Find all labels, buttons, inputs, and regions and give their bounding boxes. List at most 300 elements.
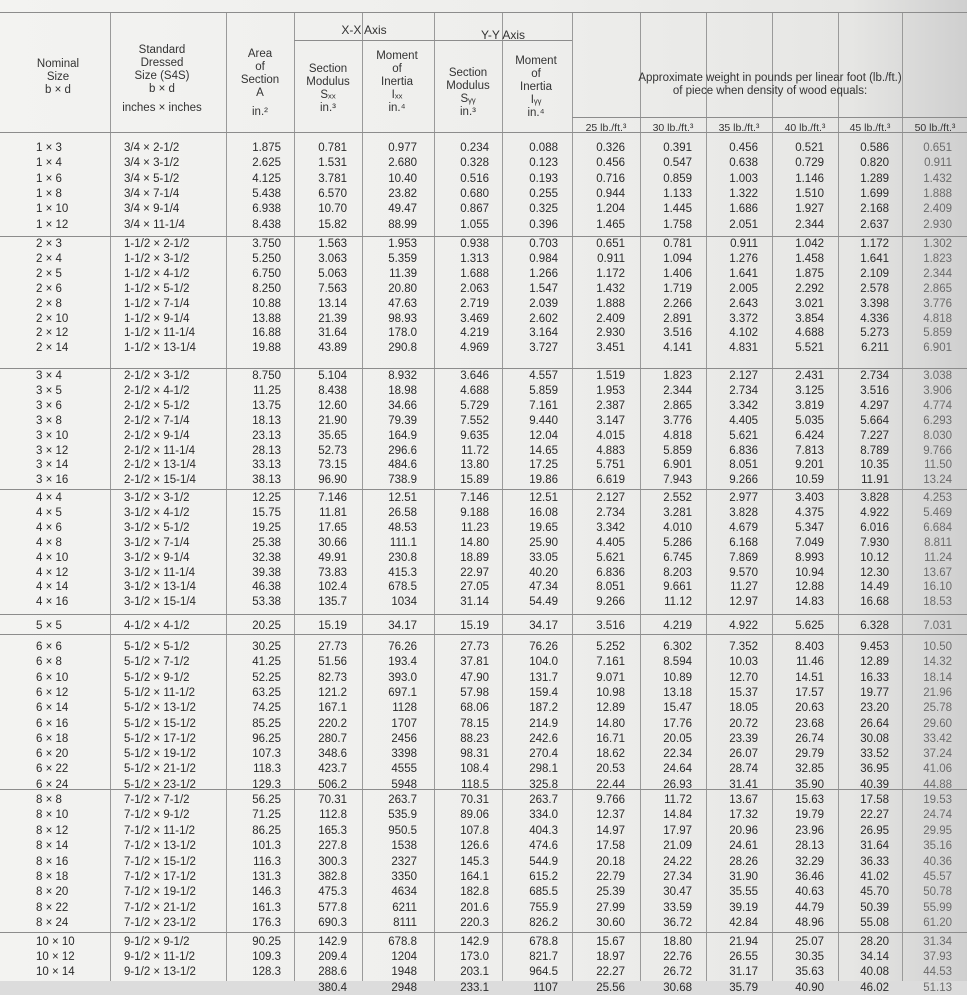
cell-w30: 30.68 bbox=[663, 981, 692, 994]
cell-area: 116.3 bbox=[253, 855, 281, 868]
cell-nominal-size: 3 × 6 bbox=[36, 399, 62, 412]
cell-w30: 2.891 bbox=[663, 312, 692, 325]
cell-w25: 14.80 bbox=[596, 717, 625, 730]
cell-w45: 3.516 bbox=[860, 384, 889, 397]
cell-dressed-size: 3/4 × 5-1/2 bbox=[124, 172, 180, 185]
cell-w25: 2.409 bbox=[596, 312, 625, 325]
cell-w45: 28.20 bbox=[860, 936, 889, 948]
cell-sxx: 3.781 bbox=[318, 172, 347, 185]
cell-iyy: 14.65 bbox=[529, 444, 558, 457]
cell-iyy: 263.7 bbox=[529, 794, 558, 806]
cell-w40: 5.035 bbox=[795, 414, 824, 427]
cell-w45: 36.33 bbox=[860, 855, 889, 868]
cell-area: 8.438 bbox=[252, 218, 281, 231]
cell-w35: 3.372 bbox=[729, 312, 758, 325]
cell-w35: 15.37 bbox=[729, 686, 758, 699]
cell-iyy: 0.325 bbox=[529, 203, 558, 216]
cell-w45: 3.828 bbox=[860, 492, 889, 504]
cell-syy: 15.89 bbox=[460, 474, 489, 487]
cell-nominal-size: 6 × 16 bbox=[36, 717, 69, 730]
cell-iyy: 615.2 bbox=[529, 871, 558, 883]
cell-w25: 3.451 bbox=[596, 342, 625, 355]
cell-syy: 78.15 bbox=[460, 717, 489, 730]
cell-dressed-size: 3-1/2 × 4-1/2 bbox=[124, 506, 190, 519]
cell-ixx: 47.63 bbox=[388, 297, 417, 310]
cell-w40: 1.875 bbox=[795, 267, 824, 280]
cell-sxx: 167.1 bbox=[318, 702, 347, 715]
cell-iyy: 964.5 bbox=[529, 966, 558, 979]
cell-area: 33.13 bbox=[252, 459, 281, 472]
cell-dressed-size: 3-1/2 × 7-1/4 bbox=[124, 536, 190, 549]
header-sxx: Section Modulus Sₓₓ in.³ bbox=[306, 63, 350, 114]
cell-w45: 17.58 bbox=[860, 794, 889, 806]
cell-sxx: 43.89 bbox=[318, 342, 347, 355]
cell-ixx: 79.39 bbox=[388, 414, 417, 427]
cell-area: 46.38 bbox=[252, 581, 281, 594]
cell-w30: 21.09 bbox=[663, 840, 692, 853]
cell-ixx: 8111 bbox=[393, 917, 417, 930]
cell-w40: 19.79 bbox=[795, 809, 824, 822]
cell-w50: 50.78 bbox=[923, 886, 952, 899]
cell-w25: 22.27 bbox=[596, 966, 625, 979]
cell-w25: 6.619 bbox=[596, 474, 625, 487]
cell-area: 56.25 bbox=[252, 794, 281, 806]
cell-ixx: 738.9 bbox=[388, 474, 417, 487]
cell-w35: 1.686 bbox=[729, 203, 758, 216]
grid-hline bbox=[0, 236, 967, 237]
cell-iyy: 104.0 bbox=[529, 656, 558, 669]
cell-w30: 6.302 bbox=[663, 641, 692, 653]
cell-sxx: 70.31 bbox=[318, 794, 347, 806]
header-xx-axis: X-X Axis bbox=[341, 23, 387, 37]
cell-iyy: 755.9 bbox=[529, 901, 558, 914]
cell-nominal-size: 4 × 6 bbox=[36, 521, 62, 534]
cell-ixx: 6211 bbox=[392, 901, 417, 914]
cell-area: 90.25 bbox=[252, 936, 281, 948]
cell-w45: 0.586 bbox=[860, 142, 889, 154]
cell-w45: 4.336 bbox=[860, 312, 889, 325]
cell-area: 20.25 bbox=[252, 620, 281, 632]
cell-syy: 173.0 bbox=[460, 951, 489, 964]
cell-ixx: 0.977 bbox=[388, 142, 417, 154]
cell-sxx: 348.6 bbox=[318, 748, 347, 761]
cell-syy: 98.31 bbox=[460, 748, 489, 761]
header-weight-title: Approximate weight in pounds per linear foot (lb./ft.) of piece when density of wood equals: bbox=[638, 72, 902, 97]
cell-sxx: 227.8 bbox=[318, 840, 347, 853]
cell-w35: 7.352 bbox=[729, 641, 758, 653]
cell-nominal-size: 1 × 3 bbox=[36, 142, 62, 154]
cell-w30: 0.781 bbox=[663, 238, 692, 250]
cell-ixx: 290.8 bbox=[388, 342, 417, 355]
density-header: 30 lb./ft.³ bbox=[652, 122, 694, 134]
cell-iyy: 34.17 bbox=[529, 620, 558, 632]
cell-area: 3.750 bbox=[252, 238, 281, 250]
cell-dressed-size: 3/4 × 2-1/2 bbox=[124, 142, 180, 154]
density-header: 35 lb./ft.³ bbox=[718, 122, 760, 134]
cell-nominal-size: 8 × 22 bbox=[36, 901, 69, 914]
cell-syy: 0.680 bbox=[460, 187, 489, 200]
cell-sxx: 5.063 bbox=[318, 267, 347, 280]
cell-sxx: 15.19 bbox=[318, 620, 347, 632]
cell-nominal-size: 1 × 12 bbox=[36, 218, 69, 231]
cell-ixx: 1948 bbox=[391, 966, 417, 979]
cell-dressed-size: 5-1/2 × 19-1/2 bbox=[124, 748, 196, 761]
cell-nominal-size: 5 × 5 bbox=[36, 620, 62, 632]
cell-w40: 40.63 bbox=[795, 886, 824, 899]
cell-nominal-size: 1 × 6 bbox=[36, 172, 62, 185]
cell-w35: 1.003 bbox=[729, 172, 758, 185]
cell-nominal-size: 1 × 10 bbox=[36, 203, 69, 216]
cell-w45: 6.328 bbox=[860, 620, 889, 632]
cell-sxx: 27.73 bbox=[318, 641, 347, 653]
cell-ixx: 697.1 bbox=[388, 686, 417, 699]
cell-iyy: 5.859 bbox=[529, 384, 558, 397]
cell-w30: 4.141 bbox=[663, 342, 692, 355]
cell-w25: 0.326 bbox=[596, 142, 625, 154]
cell-area: 131.3 bbox=[252, 871, 281, 883]
cell-sxx: 382.8 bbox=[318, 871, 347, 883]
cell-dressed-size: 1-1/2 × 4-1/2 bbox=[124, 267, 190, 280]
cell-dressed-size: 3/4 × 11-1/4 bbox=[124, 218, 185, 231]
cell-ixx: 26.58 bbox=[388, 506, 417, 519]
cell-dressed-size: 7-1/2 × 15-1/2 bbox=[124, 855, 196, 868]
cell-area: 8.250 bbox=[252, 282, 281, 295]
cell-w40: 8.993 bbox=[795, 551, 824, 564]
cell-w50: 37.24 bbox=[923, 748, 952, 761]
cell-w30: 13.18 bbox=[663, 686, 692, 699]
cell-ixx: 193.4 bbox=[388, 656, 417, 669]
cell-w35: 20.72 bbox=[729, 717, 758, 730]
cell-w25: 5.621 bbox=[596, 551, 625, 564]
cell-area: 19.88 bbox=[252, 342, 281, 355]
cell-syy: 0.328 bbox=[460, 157, 489, 170]
cell-iyy: 76.26 bbox=[529, 641, 558, 653]
cell-dressed-size: 7-1/2 × 9-1/2 bbox=[124, 809, 190, 822]
cell-sxx: 8.438 bbox=[318, 384, 347, 397]
cell-w35: 39.19 bbox=[729, 901, 758, 914]
cell-sxx: 35.65 bbox=[318, 429, 347, 442]
cell-w35: 9.266 bbox=[729, 474, 758, 487]
cell-w35: 1.276 bbox=[729, 252, 758, 265]
cell-w35: 20.96 bbox=[729, 824, 758, 837]
cell-ixx: 49.47 bbox=[388, 203, 417, 216]
cell-nominal-size: 3 × 16 bbox=[36, 474, 69, 487]
cell-dressed-size: 5-1/2 × 5-1/2 bbox=[124, 641, 190, 653]
cell-w30: 5.859 bbox=[663, 444, 692, 457]
cell-w40: 1.146 bbox=[795, 172, 824, 185]
cell-sxx: 220.2 bbox=[318, 717, 347, 730]
cell-w35: 35.55 bbox=[729, 886, 758, 899]
cell-w45: 40.08 bbox=[860, 966, 889, 979]
cell-w35: 21.94 bbox=[729, 936, 758, 948]
cell-syy: 27.05 bbox=[460, 581, 489, 594]
cell-iyy: 0.193 bbox=[529, 172, 558, 185]
cell-w50: 0.651 bbox=[923, 142, 952, 154]
cell-sxx: 49.91 bbox=[318, 551, 347, 564]
cell-w30: 1.719 bbox=[663, 282, 692, 295]
cell-w30: 17.97 bbox=[663, 824, 692, 837]
cell-iyy: 325.8 bbox=[529, 778, 558, 791]
cell-w50: 0.911 bbox=[924, 157, 952, 170]
cell-w40: 5.521 bbox=[795, 342, 824, 355]
cell-w40: 2.292 bbox=[795, 282, 824, 295]
cell-iyy: 131.7 bbox=[529, 671, 558, 684]
cell-w50: 11.24 bbox=[924, 551, 952, 564]
cell-w40: 5.625 bbox=[795, 620, 824, 632]
cell-area: 128.3 bbox=[252, 966, 281, 979]
cell-w30: 1.094 bbox=[663, 252, 692, 265]
cell-w50: 3.776 bbox=[923, 297, 952, 310]
cell-w50: 2.930 bbox=[923, 218, 952, 231]
cell-w35: 2.977 bbox=[729, 492, 758, 504]
cell-nominal-size: 3 × 10 bbox=[36, 429, 69, 442]
cell-w25: 15.67 bbox=[596, 936, 625, 948]
cell-w30: 2.344 bbox=[663, 384, 692, 397]
cell-dressed-size: 3/4 × 7-1/4 bbox=[124, 187, 180, 200]
cell-iyy: 12.51 bbox=[529, 492, 558, 504]
cell-w25: 18.97 bbox=[596, 951, 625, 964]
cell-w35: 17.32 bbox=[729, 809, 758, 822]
cell-w30: 14.84 bbox=[663, 809, 692, 822]
cell-w35: 3.342 bbox=[729, 399, 758, 412]
cell-dressed-size: 7-1/2 × 13-1/2 bbox=[124, 840, 196, 853]
cell-area: 15.75 bbox=[252, 506, 281, 519]
cell-ixx: 4634 bbox=[391, 886, 417, 899]
cell-w25: 4.405 bbox=[596, 536, 625, 549]
cell-nominal-size: 8 × 8 bbox=[36, 794, 62, 806]
cell-w35: 7.869 bbox=[729, 551, 758, 564]
cell-syy: 0.938 bbox=[460, 238, 489, 250]
cell-ixx: 3350 bbox=[391, 871, 417, 883]
cell-syy: 22.97 bbox=[460, 566, 489, 579]
cell-w50: 3.038 bbox=[923, 370, 952, 382]
cell-w40: 3.125 bbox=[795, 384, 824, 397]
cell-area: 8.750 bbox=[252, 370, 281, 382]
cell-ixx: 230.8 bbox=[388, 551, 417, 564]
cell-w45: 36.95 bbox=[860, 763, 889, 776]
cell-sxx: 209.4 bbox=[318, 951, 347, 964]
cell-ixx: 1034 bbox=[391, 596, 417, 609]
cell-w30: 1.133 bbox=[663, 187, 692, 200]
cell-w50: 29.60 bbox=[923, 717, 952, 730]
cell-nominal-size: 8 × 14 bbox=[36, 840, 69, 853]
cell-dressed-size: 7-1/2 × 23-1/2 bbox=[124, 917, 196, 930]
cell-w45: 31.64 bbox=[860, 840, 889, 853]
cell-w45: 16.68 bbox=[860, 596, 889, 609]
cell-w30: 7.943 bbox=[663, 474, 692, 487]
cell-iyy: 0.703 bbox=[529, 238, 558, 250]
cell-nominal-size: 2 × 5 bbox=[36, 267, 62, 280]
cell-w30: 3.776 bbox=[663, 414, 692, 427]
cell-w40: 5.347 bbox=[795, 521, 824, 534]
cell-w40: 29.79 bbox=[795, 748, 824, 761]
cell-w45: 4.297 bbox=[860, 399, 889, 412]
cell-w45: 5.664 bbox=[860, 414, 889, 427]
cell-w25: 1.204 bbox=[596, 203, 625, 216]
cell-iyy: 0.255 bbox=[529, 187, 558, 200]
cell-sxx: 7.563 bbox=[318, 282, 347, 295]
cell-iyy: 678.8 bbox=[529, 936, 558, 948]
cell-ixx: 5.359 bbox=[388, 252, 417, 265]
cell-w30: 2.266 bbox=[663, 297, 692, 310]
cell-w35: 0.456 bbox=[729, 142, 758, 154]
cell-syy: 118.5 bbox=[461, 778, 489, 791]
cell-dressed-size: 5-1/2 × 11-1/2 bbox=[124, 686, 196, 699]
cell-area: 146.3 bbox=[252, 886, 281, 899]
cell-nominal-size: 4 × 16 bbox=[36, 596, 69, 609]
cell-syy: 89.06 bbox=[460, 809, 489, 822]
cell-w35: 31.90 bbox=[729, 871, 758, 883]
cell-w35: 0.638 bbox=[729, 157, 758, 170]
cell-w25: 20.53 bbox=[596, 763, 625, 776]
cell-w50: 4.774 bbox=[923, 399, 952, 412]
cell-w30: 11.72 bbox=[664, 794, 692, 806]
cell-dressed-size: 3-1/2 × 3-1/2 bbox=[124, 492, 190, 504]
cell-area: 12.25 bbox=[252, 492, 281, 504]
cell-w35: 26.55 bbox=[729, 951, 758, 964]
cell-w50: 13.24 bbox=[923, 474, 952, 487]
cell-nominal-size: 2 × 3 bbox=[36, 238, 62, 250]
cell-w50: 16.10 bbox=[923, 581, 952, 594]
cell-area: 11.25 bbox=[253, 384, 281, 397]
cell-w45: 11.91 bbox=[861, 474, 889, 487]
cell-nominal-size: 2 × 6 bbox=[36, 282, 62, 295]
cell-iyy: 3.164 bbox=[529, 327, 558, 340]
grid-hline bbox=[0, 12, 967, 13]
cell-w30: 26.72 bbox=[663, 966, 692, 979]
cell-w45: 8.789 bbox=[860, 444, 889, 457]
cell-sxx: 52.73 bbox=[318, 444, 347, 457]
cell-w40: 7.049 bbox=[795, 536, 824, 549]
cell-ixx: 2456 bbox=[391, 732, 417, 745]
cell-nominal-size: 3 × 5 bbox=[36, 384, 62, 397]
cell-w30: 3.516 bbox=[663, 327, 692, 340]
cell-syy: 31.14 bbox=[460, 596, 489, 609]
cell-sxx: 380.4 bbox=[318, 981, 347, 994]
cell-syy: 5.729 bbox=[460, 399, 489, 412]
cell-w35: 28.74 bbox=[729, 763, 758, 776]
cell-sxx: 1.531 bbox=[318, 157, 347, 170]
cell-sxx: 1.563 bbox=[318, 238, 347, 250]
cell-area: 161.3 bbox=[252, 901, 281, 914]
cell-w50: 6.901 bbox=[923, 342, 952, 355]
cell-w30: 18.80 bbox=[663, 936, 692, 948]
cell-w45: 22.27 bbox=[860, 809, 889, 822]
cell-dressed-size: 9-1/2 × 13-1/2 bbox=[124, 966, 196, 979]
cell-w25: 0.944 bbox=[596, 187, 625, 200]
cell-w40: 32.29 bbox=[795, 855, 824, 868]
cell-nominal-size: 6 × 14 bbox=[36, 702, 69, 715]
cell-w30: 9.661 bbox=[663, 581, 692, 594]
cell-iyy: 1.266 bbox=[529, 267, 558, 280]
cell-w35: 31.17 bbox=[729, 966, 758, 979]
cell-ixx: 2948 bbox=[391, 981, 417, 994]
cell-dressed-size: 3-1/2 × 15-1/4 bbox=[124, 596, 196, 609]
cell-ixx: 18.98 bbox=[388, 384, 417, 397]
cell-w45: 6.016 bbox=[860, 521, 889, 534]
cell-iyy: 159.4 bbox=[529, 686, 558, 699]
cell-w25: 5.751 bbox=[596, 459, 625, 472]
cell-w50: 55.99 bbox=[923, 901, 952, 914]
cell-w30: 24.22 bbox=[663, 855, 692, 868]
cell-dressed-size: 4-1/2 × 4-1/2 bbox=[124, 620, 190, 632]
cell-sxx: 3.063 bbox=[318, 252, 347, 265]
cell-area: 176.3 bbox=[252, 917, 281, 930]
cell-w45: 1.172 bbox=[860, 238, 889, 250]
cell-w40: 44.79 bbox=[795, 901, 824, 914]
cell-w40: 14.83 bbox=[795, 596, 824, 609]
cell-sxx: 10.70 bbox=[318, 203, 347, 216]
cell-w30: 6.901 bbox=[663, 459, 692, 472]
cell-sxx: 17.65 bbox=[318, 521, 347, 534]
cell-w40: 3.021 bbox=[795, 297, 824, 310]
cell-w30: 0.859 bbox=[663, 172, 692, 185]
header-dressed-size: Standard Dressed Size (S4S) b × d inches × inches bbox=[122, 44, 202, 114]
cell-dressed-size: 7-1/2 × 21-1/2 bbox=[124, 901, 196, 914]
cell-dressed-size: 3-1/2 × 11-1/4 bbox=[124, 566, 196, 579]
cell-area: 63.25 bbox=[252, 686, 281, 699]
cell-ixx: 34.66 bbox=[388, 399, 417, 412]
cell-nominal-size: 4 × 14 bbox=[36, 581, 69, 594]
cell-w45: 50.39 bbox=[860, 901, 889, 914]
cell-w25: 9.266 bbox=[596, 596, 625, 609]
cell-sxx: 6.570 bbox=[318, 187, 347, 200]
cell-iyy: 40.20 bbox=[529, 566, 558, 579]
cell-syy: 9.188 bbox=[460, 506, 489, 519]
header-yy-axis: Y-Y Axis bbox=[480, 28, 526, 42]
cell-syy: 68.06 bbox=[460, 702, 489, 715]
cell-w30: 26.93 bbox=[663, 778, 692, 791]
cell-dressed-size: 9-1/2 × 9-1/2 bbox=[124, 936, 190, 948]
cell-nominal-size: 4 × 12 bbox=[36, 566, 69, 579]
cell-w40: 9.201 bbox=[795, 459, 824, 472]
cell-w40: 28.13 bbox=[795, 840, 824, 853]
cell-w40: 4.375 bbox=[795, 506, 824, 519]
cell-w25: 12.89 bbox=[596, 702, 625, 715]
cell-w35: 13.67 bbox=[729, 794, 758, 806]
cell-w30: 27.34 bbox=[663, 871, 692, 883]
cell-w45: 2.578 bbox=[860, 282, 889, 295]
cell-w45: 30.08 bbox=[860, 732, 889, 745]
cell-w25: 6.836 bbox=[596, 566, 625, 579]
cell-ixx: 11.39 bbox=[389, 267, 417, 280]
cell-nominal-size: 2 × 10 bbox=[36, 312, 69, 325]
cell-w35: 9.570 bbox=[729, 566, 758, 579]
cell-w50: 19.53 bbox=[923, 794, 952, 806]
cell-w45: 9.453 bbox=[860, 641, 889, 653]
cell-dressed-size: 7-1/2 × 19-1/2 bbox=[124, 886, 196, 899]
cell-w40: 1.510 bbox=[795, 187, 824, 200]
cell-w30: 2.865 bbox=[663, 399, 692, 412]
cell-nominal-size: 4 × 10 bbox=[36, 551, 69, 564]
cell-iyy: 2.039 bbox=[529, 297, 558, 310]
cell-w35: 4.405 bbox=[729, 414, 758, 427]
cell-iyy: 3.727 bbox=[529, 342, 558, 355]
cell-w45: 12.30 bbox=[860, 566, 889, 579]
cell-w40: 23.96 bbox=[795, 824, 824, 837]
cell-iyy: 0.984 bbox=[529, 252, 558, 265]
cell-area: 28.13 bbox=[252, 444, 281, 457]
cell-area: 32.38 bbox=[252, 551, 281, 564]
cell-w50: 41.06 bbox=[923, 763, 952, 776]
cell-nominal-size: 1 × 8 bbox=[36, 187, 62, 200]
cell-iyy: 16.08 bbox=[529, 506, 558, 519]
cell-w35: 24.61 bbox=[729, 840, 758, 853]
cell-ixx: 76.26 bbox=[388, 641, 417, 653]
cell-syy: 11.23 bbox=[461, 521, 489, 534]
cell-w25: 30.60 bbox=[596, 917, 625, 930]
cell-syy: 1.688 bbox=[460, 267, 489, 280]
